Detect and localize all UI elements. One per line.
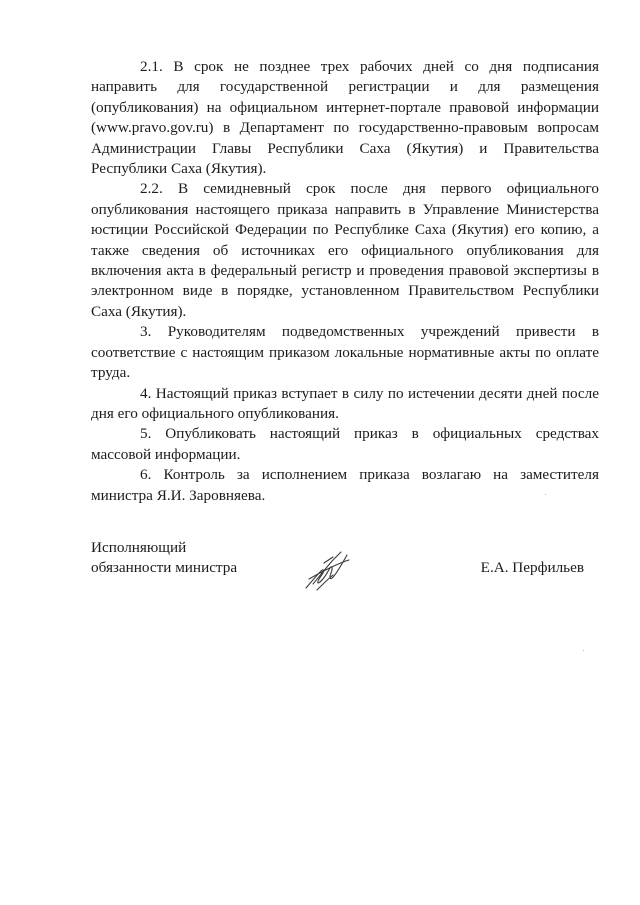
signatory-title-line-1: Исполняющий [91, 539, 187, 556]
signatory-name: Е.А. Перфильев [480, 559, 584, 576]
signatory-title [91, 538, 291, 579]
paragraph-4: 4. Настоящий приказ вступает в силу по истечении десяти дней после дня его официального опубликования. [91, 384, 599, 422]
signatory-title-line-2: обязанности министра [91, 559, 238, 577]
paragraph-3: 3. Руководителям подведомственных учреждений привести в соответствие с настоящим приказом локальные нормативные акты по оплате труда. [91, 323, 599, 382]
handwritten-signature-icon [303, 548, 351, 594]
signature-block [91, 538, 599, 598]
scan-speck [545, 494, 546, 495]
scan-speck [583, 650, 584, 651]
paragraph-6: 6. Контроль за исполнением приказа возлагаю на заместителя министра Я.И. Заровняева. [91, 466, 599, 504]
paragraph-2-1: 2.1. В срок не позднее трех рабочих дней со дня подписания направить для государственной регистрации и для размещения (опубликования) на официальном интернет-портале правовой информации (www.pravo.gov.ru) в Департамент по государственно-правовым вопросам Администрации Главы Республики Саха (Якутия) и Правительства Республики Саха (Якутия). [91, 58, 599, 178]
document-body [91, 57, 599, 506]
paragraph-2-2: 2.2. В семидневный срок после дня первого официального опубликования настоящего приказа направить в Управление Министерства юстиции Российской Федерации по Республике Саха (Якутия) его копию, а также сведения об источниках его официального опубликования для включения акта в федеральный регистр и проведения правовой экспертизы в электронном виде в порядке, установленном Правительством Республики Саха (Якутия). [91, 180, 599, 320]
paragraph-5: 5. Опубликовать настоящий приказ в официальных средствах массовой информации. [91, 425, 599, 463]
